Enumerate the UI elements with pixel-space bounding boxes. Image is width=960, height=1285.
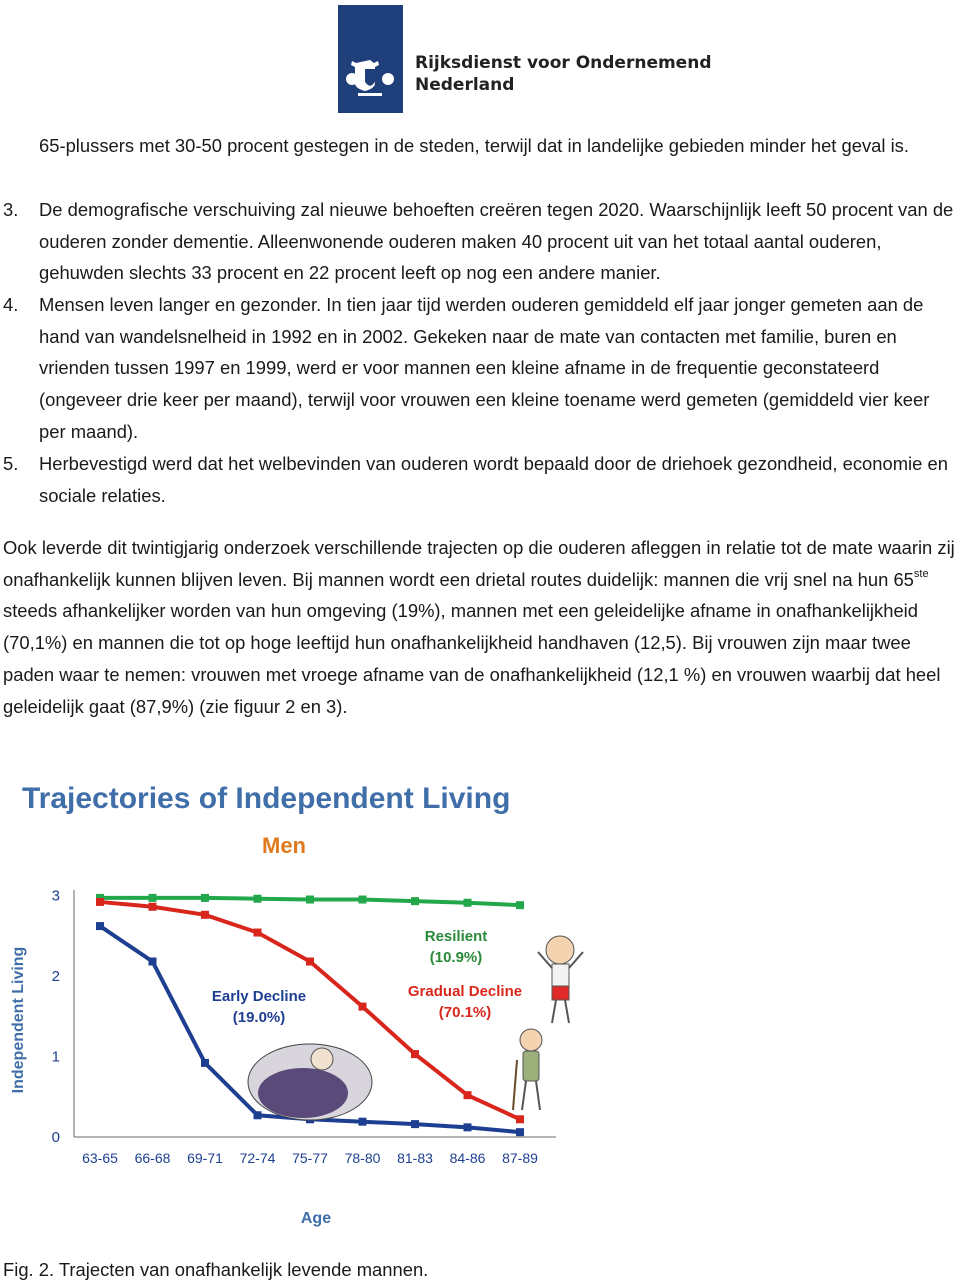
- data-point: [411, 1050, 419, 1058]
- y-tick-label: 1: [51, 1048, 60, 1066]
- chart-title: Trajectories of Independent Living: [22, 782, 511, 815]
- x-tick-label: 72-74: [239, 1150, 276, 1166]
- x-tick-label: 78-80: [344, 1150, 381, 1166]
- data-point: [516, 1128, 524, 1136]
- logo-emblem: [338, 5, 403, 113]
- x-tick-label: 69-71: [187, 1150, 223, 1166]
- list-item-text: Herbevestigd werd dat het welbevinden van ouderen wordt bepaald door de driehoek gezondheid, economie en sociale relaties.: [39, 453, 948, 506]
- series-percentage: (70.1%): [438, 1004, 492, 1021]
- y-tick-label: 3: [51, 887, 60, 905]
- data-point: [516, 901, 524, 909]
- list-item-text: Mensen leven langer en gezonder. In tien jaar tijd werden ouderen gemiddeld elf jaar jonger gemeten aan de hand van wandelsnelheid in 1992 en in 2002. Gekeken naar de mate van contacten met familie, buren en vrienden tussen 1997 en 1999, werd er voor mannen een kleine afname in de frequentie geconstateerd (ongeveer drie keer per maand), terwijl voor vrouwen een kleine toename werd gemeten (gemiddeld vier keer per maand).: [39, 294, 930, 442]
- organization-name: [415, 52, 712, 96]
- organization-name-line1: Rijksdienst voor Ondernemend: [415, 53, 712, 73]
- data-point: [254, 1111, 262, 1119]
- data-point: [149, 894, 157, 902]
- body-text-part1: Ook leverde dit twintigjarig onderzoek verschillende trajecten op die ouderen afleggen in relatie tot de mate waarin zij onafhankelijk kunnen blijven leven. Bij mannen wordt een drietal routes duidelijk: mannen die vrij snel na hun 65: [3, 537, 955, 590]
- x-tick-label: 81-83: [397, 1150, 433, 1166]
- figure-caption: Fig. 2. Trajecten van onafhankelijk levende mannen.: [3, 1259, 429, 1280]
- bedridden-person-illustration: [248, 1044, 372, 1120]
- walking-man-illustration: [513, 1029, 542, 1110]
- data-point: [96, 922, 104, 930]
- x-tick-label: 66-68: [134, 1150, 171, 1166]
- data-point: [464, 899, 472, 907]
- list-item-3: [3, 194, 958, 289]
- data-point: [201, 1059, 209, 1067]
- data-point: [359, 1118, 367, 1126]
- series-percentage: (19.0%): [232, 1009, 286, 1026]
- y-axis-label: Independent Living: [10, 946, 27, 1094]
- x-axis-label: Age: [300, 1210, 332, 1227]
- superscript-ste: ste: [913, 567, 929, 580]
- series-percentage: (10.9%): [429, 949, 483, 966]
- data-point: [359, 1003, 367, 1011]
- list-item-5: [3, 448, 958, 511]
- data-point: [464, 1091, 472, 1099]
- resilient-man-illustration: [538, 936, 583, 1023]
- data-point: [96, 898, 104, 906]
- data-point: [306, 958, 314, 966]
- data-point: [411, 897, 419, 905]
- data-point: [464, 1123, 472, 1131]
- x-tick-label: 84-86: [449, 1150, 486, 1166]
- data-point: [254, 895, 262, 903]
- data-point: [306, 896, 314, 904]
- list-item-text: De demografische verschuiving zal nieuwe behoeften creëren tegen 2020. Waarschijnlijk leeft 50 procent van de ouderen zonder dementie. Alleenwonende ouderen maken 40 procent uit van het totaal aantal ouderen, gehuwden slechts 33 procent en 22 procent leeft op nog een andere manier.: [39, 199, 954, 284]
- chart-subtitle: Men: [262, 833, 306, 858]
- data-point: [359, 896, 367, 904]
- series-label: Gradual Decline: [407, 983, 523, 1000]
- data-point: [254, 929, 262, 937]
- list-item-number: 4.: [3, 294, 19, 315]
- series-label: Resilient: [424, 928, 488, 945]
- y-tick-label: 2: [51, 968, 60, 985]
- trajectories-chart: [0, 765, 600, 1240]
- data-point: [149, 903, 157, 911]
- series-label: Early Decline: [211, 988, 307, 1005]
- y-tick-label: 0: [51, 1129, 60, 1146]
- data-point: [201, 911, 209, 919]
- list-item-number: 3.: [3, 199, 19, 220]
- list-item-text: 65-plussers met 30-50 procent gestegen in de steden, terwijl dat in landelijke gebieden minder het geval is.: [39, 135, 909, 156]
- data-point: [516, 1115, 524, 1123]
- organization-name-line2: Nederland: [415, 75, 515, 95]
- data-point: [411, 1120, 419, 1128]
- data-point: [149, 958, 157, 966]
- x-tick-label: 75-77: [292, 1150, 328, 1166]
- body-text-part2: steeds afhankelijker worden van hun omgeving (19%), mannen met een geleidelijke afname in onafhankelijkheid (70,1%) en mannen die tot op hoge leeftijd hun onafhankelijkheid handhaven (12,5). Bij vrouwen zijn maar twee paden waar te nemen: vrouwen met vroege afname van de onafhankelijkheid (12,1 %) en vrouwen waarbij dat heel geleidelijk gaat (87,9%) (zie figuur 2 en 3).: [3, 600, 941, 717]
- list-item-4: [3, 289, 958, 448]
- list-item-number: 5.: [3, 453, 19, 474]
- data-point: [201, 894, 209, 902]
- x-tick-label: 63-65: [82, 1150, 118, 1166]
- list-item-continuation: [3, 130, 958, 162]
- x-tick-label: 87-89: [502, 1150, 538, 1166]
- body-paragraph: [3, 532, 958, 722]
